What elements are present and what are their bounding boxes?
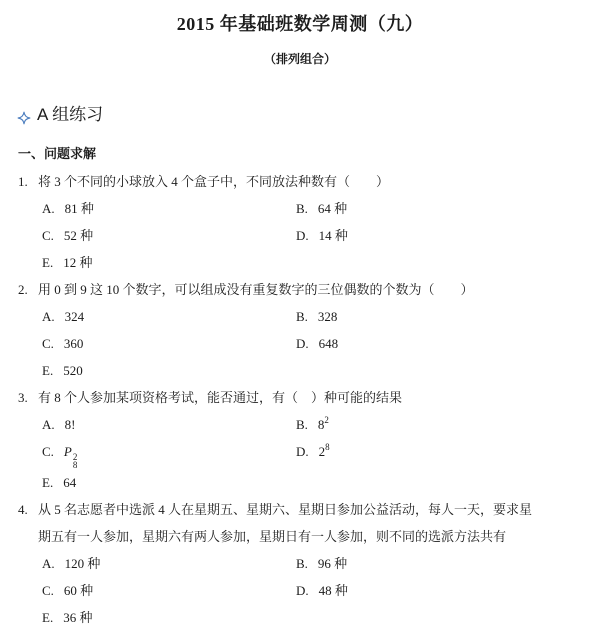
question-text: 有 8 个人参加某项资格考试，能否通过，有（ ）种可能的结果: [38, 390, 403, 405]
option-value: 64: [63, 475, 77, 490]
math-base: 8: [317, 417, 325, 432]
option-value: [63, 444, 78, 470]
option-item: [296, 411, 584, 438]
group-heading-label: A 组练习: [37, 105, 104, 124]
option-value: 14 种: [318, 228, 348, 243]
question-body: [38, 276, 584, 384]
option-label: E.: [42, 610, 54, 625]
option-item: [296, 330, 584, 357]
option-value: 328: [317, 309, 338, 324]
question-number: 3.: [18, 390, 28, 405]
option-label: E.: [42, 255, 54, 270]
group-heading: [17, 103, 600, 126]
question-text: 期五有一人参加，星期六有两人参加，星期日有一人参加，则不同的选派方法共有: [38, 529, 507, 544]
option-value: 360: [63, 336, 84, 351]
option-item: [42, 438, 296, 469]
option-value: 60 种: [63, 583, 94, 598]
option-label: E.: [42, 475, 54, 490]
option-label: C.: [42, 444, 54, 459]
option-label: B.: [296, 201, 308, 216]
option-value: 12 种: [63, 255, 93, 270]
option-label: A.: [42, 417, 55, 432]
option-value: [318, 417, 329, 432]
option-item: [296, 195, 584, 222]
option-item: [42, 249, 296, 276]
option-label: D.: [296, 583, 309, 598]
question-item: [0, 168, 600, 276]
question-body: [38, 496, 584, 626]
option-value: 81 种: [64, 201, 94, 216]
option-value: 520: [63, 363, 83, 378]
option-value: 64 种: [317, 201, 348, 216]
option-value: 36 种: [63, 610, 93, 625]
option-item: [296, 550, 584, 577]
question-number: 1.: [18, 174, 28, 189]
question-item: [0, 496, 600, 626]
question-list: [0, 168, 600, 626]
option-item: [42, 222, 296, 249]
option-value: 96 种: [317, 556, 348, 571]
option-value: 120 种: [64, 556, 101, 571]
question-text: 从 5 名志愿者中选派 4 人在星期五、星期六、星期日参加公益活动，每人一天，要求星: [38, 502, 533, 517]
option-label: C.: [42, 228, 54, 243]
option-value: 52 种: [63, 228, 94, 243]
option-label: E.: [42, 363, 54, 378]
option-item: [42, 577, 296, 604]
question-item: [0, 276, 600, 384]
option-item: [42, 195, 296, 222]
option-label: B.: [296, 309, 308, 324]
option-item: [42, 330, 296, 357]
option-item: [42, 550, 296, 577]
page-subtitle: （排列组合）: [263, 52, 336, 66]
option-item: [42, 303, 296, 330]
math-superscript: 2: [324, 415, 329, 425]
question-item: [0, 384, 600, 496]
option-item: [42, 604, 296, 626]
math-base: 2: [318, 444, 326, 459]
option-label: B.: [296, 556, 308, 571]
question-text: 将 3 个不同的小球放入 4 个盒子中，不同放法种数有（ ）: [38, 174, 390, 189]
option-label: D.: [296, 336, 309, 351]
option-label: D.: [296, 444, 309, 459]
option-value: 324: [64, 309, 85, 324]
option-item: [42, 469, 296, 496]
option-item: [42, 357, 296, 384]
option-label: D.: [296, 228, 309, 243]
option-label: A.: [42, 309, 55, 324]
option-item: [296, 222, 584, 249]
four-pointed-star-icon: [17, 108, 31, 122]
question-text: 用 0 到 9 这 10 个数字，可以组成没有重复数字的三位偶数的个数为（ ）: [38, 282, 474, 297]
option-value: [319, 444, 330, 459]
options-grid: [42, 550, 584, 626]
math-subscript: 8: [72, 460, 78, 470]
options-grid: [42, 411, 584, 496]
option-item: [42, 411, 296, 438]
option-label: C.: [42, 336, 54, 351]
option-value: 48 种: [318, 583, 348, 598]
math-superscript: 2: [72, 452, 78, 462]
page-title: 2015 年基础班数学周测（九）: [176, 14, 424, 34]
option-value: 8!: [64, 417, 76, 432]
option-label: A.: [42, 556, 55, 571]
option-label: B.: [296, 417, 308, 432]
question-body: [38, 168, 584, 276]
math-sub-sup: [73, 453, 78, 469]
question-body: [38, 384, 584, 496]
option-item: [296, 303, 584, 330]
option-value: 648: [318, 336, 339, 351]
section-heading: 一、问题求解: [18, 146, 97, 161]
math-superscript: 8: [325, 442, 330, 452]
option-label: C.: [42, 583, 54, 598]
options-grid: [42, 195, 584, 276]
option-item: [296, 438, 584, 469]
option-item: [296, 577, 584, 604]
options-grid: [42, 303, 584, 384]
question-number: 2.: [18, 282, 28, 297]
option-label: A.: [42, 201, 55, 216]
math-base: P: [63, 444, 72, 459]
question-number: 4.: [18, 502, 28, 517]
